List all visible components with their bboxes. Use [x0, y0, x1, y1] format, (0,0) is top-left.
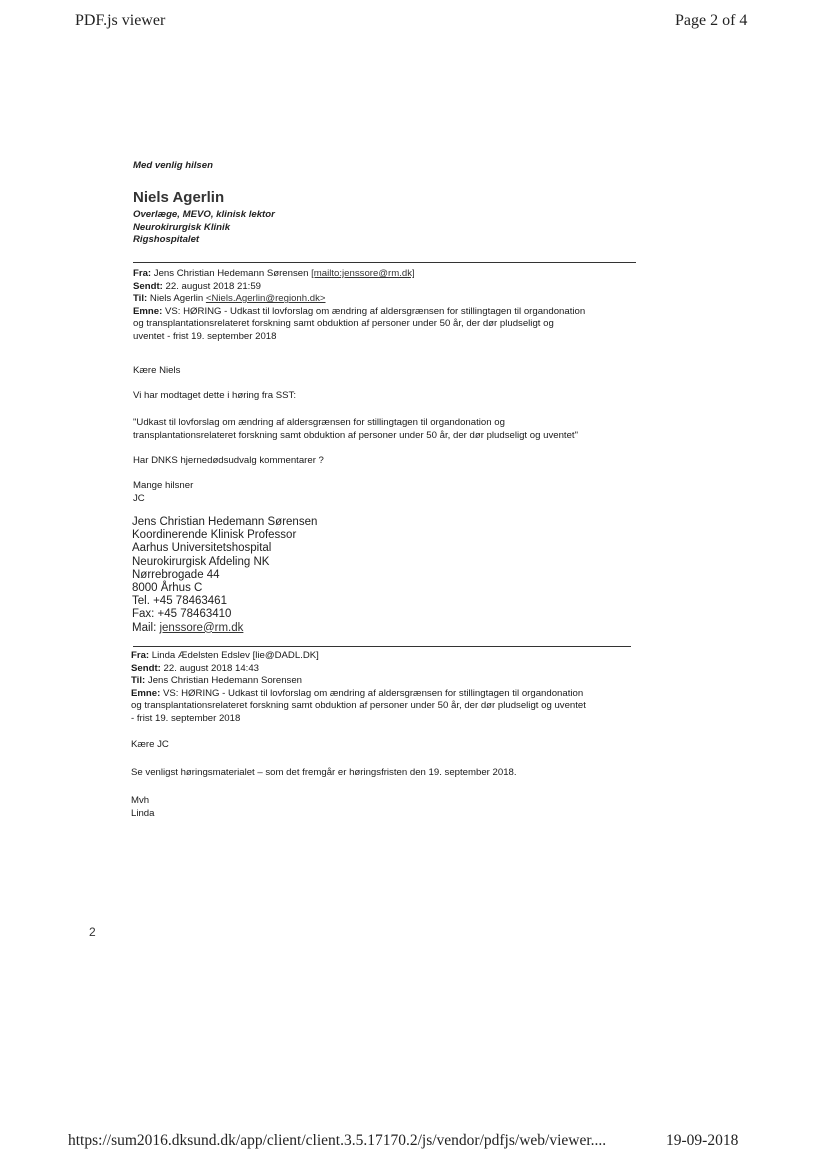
email2-body: Se venligst høringsmaterialet – som det fremgår er høringsfristen den 19. september 2018.: [131, 767, 517, 778]
viewer-title: PDF.js viewer: [75, 12, 166, 29]
email1-salutation: Kære Niels: [133, 365, 181, 376]
greeting: Med venlig hilsen: [133, 160, 213, 171]
email2-closing: Mvh Linda: [131, 795, 155, 819]
email1-signature: Jens Christian Hedemann Sørensen Koordinerende Klinisk Professor Aarhus Universitetshospital Neurokirurgisk Afdeling NK Nørrebrogade 44 8000 Århus C Tel. +45 78463461 Fax: +45 78463410 Mail: jenssore@rm.dk: [132, 516, 318, 634]
email1-closing: Mange hilsner JC: [133, 480, 194, 504]
page-indicator: Page 2 of 4: [675, 12, 748, 29]
mailto-link[interactable]: [mailto:jenssore@rm.dk]: [311, 268, 415, 279]
email2-header: Fra: Linda Ædelsten Edslev [lie@DADL.DK] Sendt: 22. august 2018 14:43 Til: Jens Christian Hedemann Sorensen Emne: VS: HØRING - Udkast til lovforslag om ændring af aldersgrænsen for stillingtagen til organdonation og transplantationsrelateret forskning samt obduktion af personer under 50 år, der dør pludseligt og uventet - frist 19. september 2018: [131, 650, 586, 724]
divider: [133, 262, 636, 263]
email2-salutation: Kære JC: [131, 739, 169, 750]
signature-title: Overlæge, MEVO, klinisk lektor Neurokirurgisk Klinik Rigshospitalet: [133, 209, 275, 245]
to-email-link[interactable]: <Niels.Agerlin@regionh.dk>: [205, 293, 326, 305]
sender-name: Niels Agerlin: [133, 189, 225, 206]
email1-header: Fra: Jens Christian Hedemann Sørensen [mailto:jenssore@rm.dk] Sendt: 22. august 2018 21:59 Til: Niels Agerlin <Niels.Agerlin@regionh.dk> Emne: VS: HØRING - Udkast til lovforslag om ændring af aldersgrænsen for stillingtagen til organdonation og transplantationsrelateret forskning samt obduktion af personer under 50 år, der dør pludseligt og uventet - frist 19. september 2018: [133, 268, 586, 342]
email-link[interactable]: jenssore@rm.dk: [159, 621, 244, 634]
email1-intro: Vi har modtaget dette i høring fra SST:: [133, 390, 296, 401]
email1-question: Har DNKS hjernedødsudvalg kommentarer ?: [133, 455, 324, 466]
divider: [133, 646, 631, 647]
footer-date: 19-09-2018: [666, 1132, 739, 1149]
page-number: 2: [89, 925, 96, 939]
footer-url: https://sum2016.dksund.dk/app/client/client.3.5.17170.2/js/vendor/pdfjs/web/viewer....: [68, 1132, 607, 1149]
email1-quote: "Udkast til lovforslag om ændring af aldersgrænsen for stillingtagen til organdonation og transplantationsrelateret forskning samt obduktion af personer under 50 år, der dør pludseligt og uventet": [133, 417, 578, 441]
